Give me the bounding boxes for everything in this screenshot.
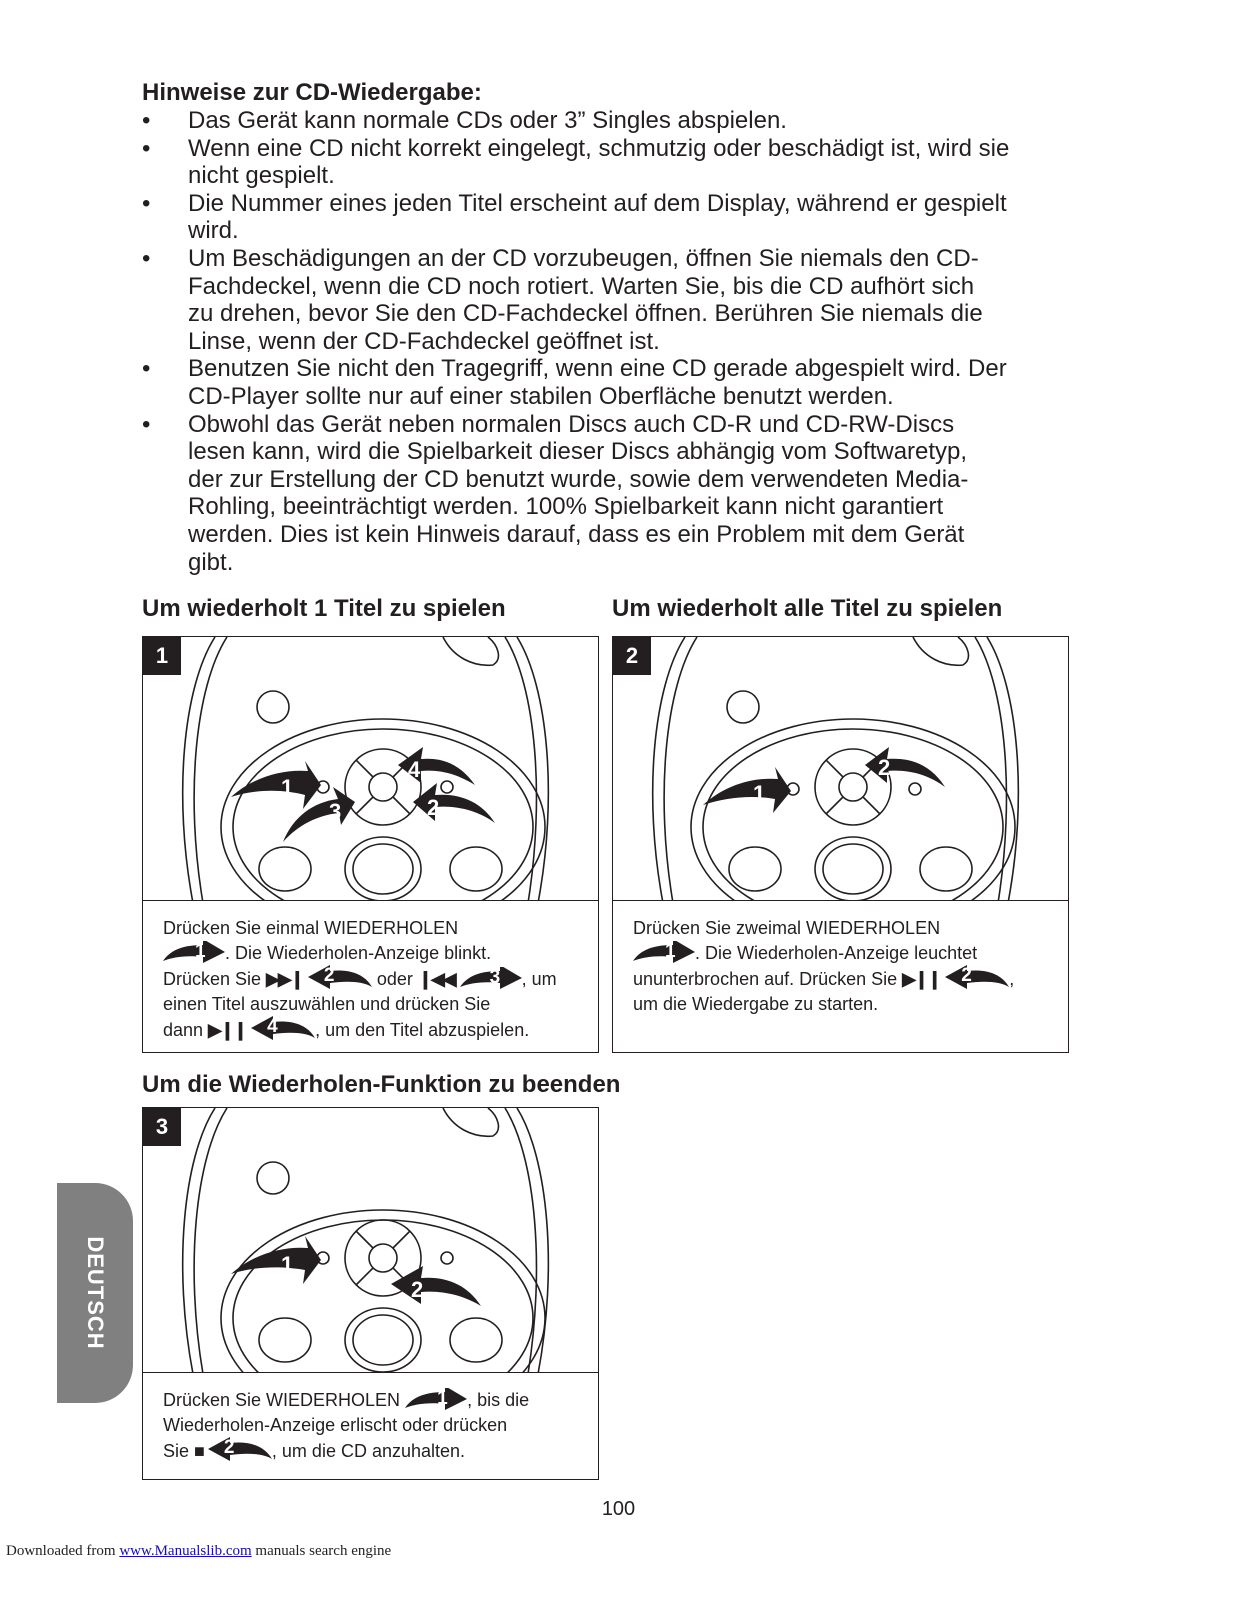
bullet-dot: •: [142, 355, 151, 383]
callout-label: 1: [753, 781, 766, 806]
step-caption: [613, 900, 1068, 1052]
repeat-arrow-icon: [163, 941, 225, 963]
footer-prefix: Downloaded from: [6, 1543, 120, 1559]
arrow-number: 4: [267, 1016, 278, 1038]
arrow-number: 2: [323, 965, 335, 987]
callout-arrow-3: [283, 787, 355, 842]
step-panel-2: [612, 636, 1069, 1053]
bullet-line: der zur Erstellung der CD benutzt wurde, sowie dem verwendeten Media-: [188, 465, 969, 493]
repeat-arrow-icon: [633, 941, 695, 963]
bullet-line: Rohling, beeinträchtigt werden. 100% Spielbarkeit kann nicht garantiert: [188, 493, 944, 521]
bullet-line: CD-Player sollte nur auf einer stabilen Oberfläche benutzt werden.: [188, 382, 894, 410]
language-tab: [57, 1183, 133, 1403]
arrow-number: 2: [223, 1437, 235, 1459]
player-illustration: [143, 637, 599, 903]
caption-text: dann: [163, 1020, 209, 1041]
bullet-line: Wenn eine CD nicht korrekt eingelegt, schmutzig oder beschädigt ist, wird sie: [188, 134, 1010, 162]
callout-arrow-1: [231, 761, 321, 809]
caption-text: ununterbrochen auf. Drücken Sie: [633, 969, 903, 990]
play-pause-icon: ▶❙❙: [902, 969, 941, 990]
arrow-number: 1: [437, 1388, 448, 1409]
player-illustration: [613, 637, 1069, 903]
list-item: [142, 245, 1082, 355]
skip-forward-icon: ▶▶❙: [266, 969, 303, 990]
arrow-number: 3: [489, 967, 501, 989]
bullet-dot: •: [142, 410, 151, 438]
callout-label: 1: [281, 775, 294, 800]
bullet-line: Die Nummer eines jeden Titel erscheint auf dem Display, während er gespielt: [188, 189, 1007, 217]
bullet-dot: •: [142, 134, 151, 162]
callout-label: 2: [878, 755, 891, 780]
caption-text: Drücken Sie zweimal WIEDERHOLEN: [633, 918, 941, 938]
arrow-number: 2: [961, 965, 972, 987]
repeat-arrow-icon: [460, 967, 522, 989]
callout-label: 2: [411, 1277, 424, 1302]
footer-suffix: manuals search engine: [251, 1543, 392, 1559]
list-item: [142, 411, 1082, 577]
bullet-dot: •: [142, 107, 151, 134]
caption-text: Drücken Sie: [163, 969, 267, 990]
bullet-line: Um Beschädigungen an der CD vorzubeugen, öffnen Sie niemals den CD-: [188, 244, 979, 272]
bullet-line: nicht gespielt.: [188, 162, 335, 190]
bullet-line: Obwohl das Gerät neben normalen Discs auch CD-R und CD-RW-Discs: [188, 410, 955, 438]
caption-text: , um die CD anzuhalten.: [271, 1441, 466, 1462]
callout-arrow-1: [231, 1236, 321, 1284]
notes-list: [142, 107, 1082, 576]
list-item: [142, 107, 1082, 135]
callout-arrow-1: [703, 767, 791, 813]
bullet-dot: •: [142, 244, 151, 272]
callout-label: 4: [408, 757, 421, 782]
page-number: 100: [601, 1498, 636, 1520]
callout-label: 2: [427, 795, 440, 820]
callout-label: 1: [281, 1252, 294, 1277]
caption-text: einen Titel auszuwählen und drücken Sie: [163, 993, 491, 1014]
caption-text: , um: [521, 969, 557, 990]
caption-text: Drücken Sie WIEDERHOLEN: [163, 1390, 406, 1410]
caption-text: um die Wiedergabe zu starten.: [633, 993, 879, 1014]
callout-arrow-2: [391, 1266, 481, 1306]
list-item: [142, 135, 1082, 190]
subheading-repeat-all: Um wiederholt alle Titel zu spielen: [612, 595, 1003, 622]
download-footer: [6, 1543, 391, 1560]
caption-text: . Die Wiederholen-Anzeige blinkt.: [225, 942, 492, 963]
list-item: [142, 355, 1082, 410]
bullet-line: zu drehen, bevor Sie den CD-Fachdeckel öffnen. Berühren Sie niemals die: [188, 300, 983, 328]
bullet-line: wird.: [188, 217, 239, 245]
step-caption: [143, 900, 598, 1052]
curved-arrow-icon: [308, 965, 372, 989]
caption-text: ,: [1009, 969, 1015, 990]
bullet-line: werden. Dies ist kein Hinweis darauf, dass es ein Problem mit dem Gerät: [188, 520, 965, 548]
bullet-line: Linse, wenn der CD-Fachdeckel geöffnet ist.: [188, 327, 660, 355]
step-number: 1: [143, 637, 181, 675]
list-item: [142, 190, 1082, 245]
step-caption: [143, 1372, 598, 1479]
stop-icon: ■: [194, 1441, 203, 1462]
repeat-arrow-icon: [405, 1388, 467, 1410]
play-pause-icon: ▶❙❙: [208, 1020, 247, 1041]
caption-text: Drücken Sie einmal WIEDERHOLEN: [163, 918, 459, 938]
caption-text: Wiederholen-Anzeige erlischt oder drücken: [163, 1414, 508, 1435]
skip-back-icon: ❙◀◀: [417, 969, 455, 990]
bullet-line: Benutzen Sie nicht den Tragegriff, wenn eine CD gerade abgespielt wird. Der: [188, 355, 1007, 383]
caption-text: , bis die: [467, 1390, 530, 1410]
curved-arrow-icon: [208, 1437, 272, 1461]
manualslib-link[interactable]: www.Manualslib.com: [119, 1543, 252, 1559]
callout-arrow-2: [413, 783, 495, 823]
step-number: 2: [613, 637, 651, 675]
player-illustration: [143, 1108, 599, 1374]
bullet-line: Fachdeckel, wenn die CD noch rotiert. Warten Sie, bis die CD aufhört sich: [188, 272, 975, 300]
section-heading: Hinweise zur CD-Wiedergabe:: [142, 79, 482, 106]
curved-arrow-icon: [945, 965, 1009, 989]
curved-arrow-icon: [251, 1016, 315, 1040]
bullet-line: Das Gerät kann normale CDs oder 3” Singles abspielen.: [188, 107, 787, 134]
subheading-repeat-one: Um wiederholt 1 Titel zu spielen: [142, 595, 506, 622]
step-panel-3: [142, 1107, 599, 1480]
bullet-line: lesen kann, wird die Spielbarkeit dieser Discs abhängig vom Softwaretyp,: [188, 438, 968, 466]
caption-text: oder: [371, 969, 418, 990]
callout-arrow-2: [865, 747, 945, 787]
bullet-dot: •: [142, 189, 151, 217]
caption-text: Sie: [163, 1441, 195, 1462]
language-tab-label: DEUTSCH: [83, 1236, 108, 1350]
arrow-number: 1: [665, 940, 676, 962]
caption-text: . Die Wiederholen-Anzeige leuchtet: [695, 942, 978, 963]
bullet-line: gibt.: [188, 548, 234, 576]
caption-text: , um den Titel abzuspielen.: [315, 1020, 530, 1041]
step-panel-1: [142, 636, 599, 1053]
arrow-number: 1: [195, 940, 206, 962]
callout-label: 3: [329, 799, 342, 824]
step-number: 3: [143, 1108, 181, 1146]
subheading-repeat-off: Um die Wiederholen-Funktion zu beenden: [142, 1071, 621, 1098]
